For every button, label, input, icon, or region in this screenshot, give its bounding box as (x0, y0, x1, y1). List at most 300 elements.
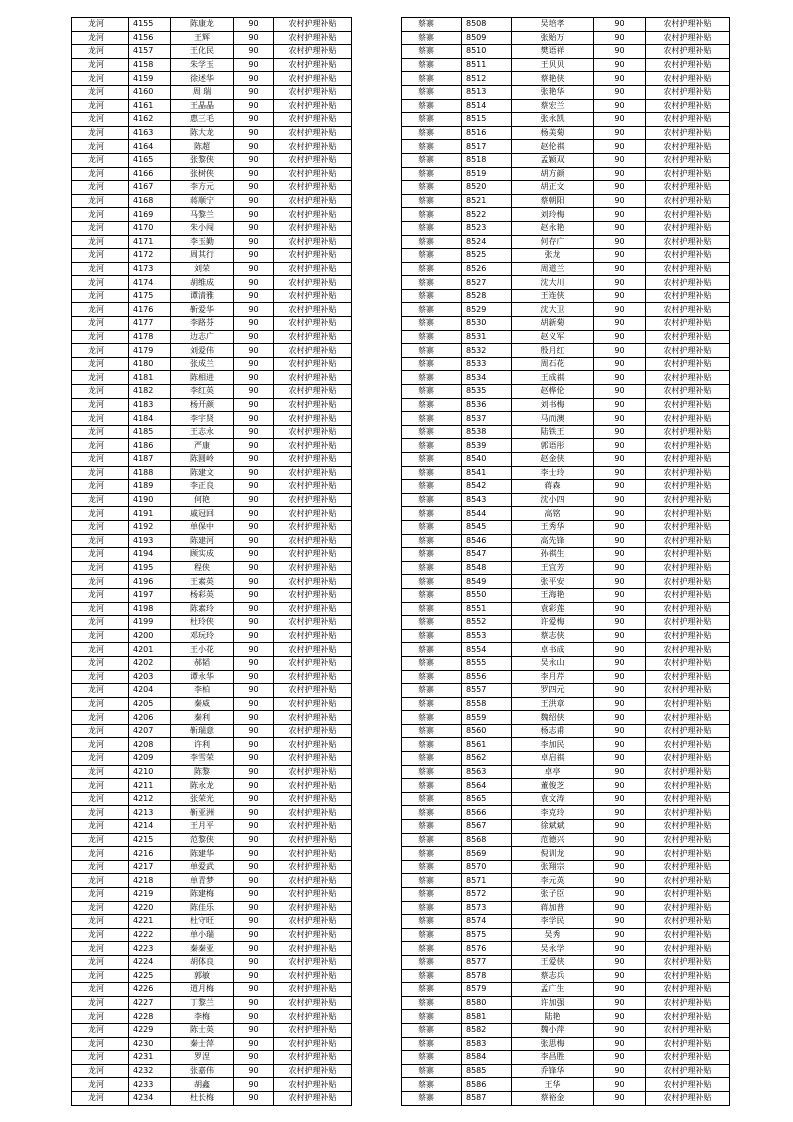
amount-cell: 90 (594, 289, 646, 303)
town-cell: 蔡寨 (402, 344, 462, 358)
table-row (72, 588, 352, 602)
amount-cell: 90 (234, 439, 274, 453)
type-cell: 农村护理补贴 (646, 779, 730, 793)
town-cell: 龙河 (72, 860, 129, 874)
type-cell: 农村护理补贴 (646, 357, 730, 371)
town-cell: 龙河 (72, 629, 129, 643)
type-cell: 农村护理补贴 (646, 874, 730, 888)
type-cell: 农村护理补贴 (274, 208, 352, 222)
table-row (402, 969, 730, 983)
amount-cell: 90 (594, 724, 646, 738)
type-cell: 农村护理补贴 (646, 1051, 730, 1065)
name-cell: 吴永山 (512, 656, 594, 670)
amount-cell: 90 (594, 194, 646, 208)
town-cell: 龙河 (72, 194, 129, 208)
name-cell: 周石花 (512, 357, 594, 371)
amount-cell: 90 (234, 588, 274, 602)
id-cell: 8561 (462, 738, 512, 752)
amount-cell: 90 (594, 1091, 646, 1105)
id-cell: 4215 (129, 833, 171, 847)
town-cell: 龙河 (72, 1023, 129, 1037)
table-row (402, 1037, 730, 1051)
id-cell: 4218 (129, 874, 171, 888)
name-cell: 赵永艳 (512, 221, 594, 235)
id-cell: 8542 (462, 480, 512, 494)
type-cell: 农村护理补贴 (274, 874, 352, 888)
table-row (402, 317, 730, 331)
town-cell: 蔡寨 (402, 303, 462, 317)
amount-cell: 90 (594, 575, 646, 589)
id-cell: 4204 (129, 684, 171, 698)
amount-cell: 90 (594, 371, 646, 385)
id-cell: 4158 (129, 58, 171, 72)
name-cell: 孟颖双 (512, 153, 594, 167)
amount-cell: 90 (594, 765, 646, 779)
type-cell: 农村护理补贴 (274, 670, 352, 684)
type-cell: 农村护理补贴 (646, 588, 730, 602)
roster-table-right (401, 17, 730, 1106)
table-row (72, 643, 352, 657)
table-row (402, 235, 730, 249)
table-row (402, 820, 730, 834)
type-cell: 农村护理补贴 (646, 996, 730, 1010)
table-row (72, 575, 352, 589)
type-cell: 农村护理补贴 (274, 983, 352, 997)
name-cell: 边志广 (171, 330, 234, 344)
town-cell: 龙河 (72, 1037, 129, 1051)
town-cell: 龙河 (72, 126, 129, 140)
town-cell: 龙河 (72, 1010, 129, 1024)
name-cell: 秦士萍 (171, 1037, 234, 1051)
table-row (402, 330, 730, 344)
type-cell: 农村护理补贴 (274, 765, 352, 779)
amount-cell: 90 (234, 548, 274, 562)
town-cell: 蔡寨 (402, 317, 462, 331)
town-cell: 龙河 (72, 969, 129, 983)
amount-cell: 90 (594, 235, 646, 249)
town-cell: 龙河 (72, 235, 129, 249)
name-cell: 袁彩莲 (512, 602, 594, 616)
roster-table-body (72, 18, 352, 1106)
id-cell: 8518 (462, 153, 512, 167)
town-cell: 龙河 (72, 45, 129, 59)
table-row (402, 72, 730, 86)
table-row (72, 371, 352, 385)
amount-cell: 90 (234, 140, 274, 154)
type-cell: 农村护理补贴 (274, 412, 352, 426)
table-row (72, 425, 352, 439)
amount-cell: 90 (234, 629, 274, 643)
id-cell: 4165 (129, 153, 171, 167)
town-cell: 龙河 (72, 602, 129, 616)
id-cell: 4192 (129, 520, 171, 534)
name-cell: 胡新菊 (512, 317, 594, 331)
name-cell: 张贻万 (512, 31, 594, 45)
table-row (72, 344, 352, 358)
amount-cell: 90 (234, 833, 274, 847)
amount-cell: 90 (234, 860, 274, 874)
table-row (402, 942, 730, 956)
name-cell: 张子臣 (512, 888, 594, 902)
type-cell: 农村护理补贴 (274, 643, 352, 657)
table-row (72, 684, 352, 698)
amount-cell: 90 (594, 99, 646, 113)
town-cell: 蔡寨 (402, 398, 462, 412)
type-cell: 农村护理补贴 (274, 942, 352, 956)
town-cell: 蔡寨 (402, 1051, 462, 1065)
id-cell: 8514 (462, 99, 512, 113)
type-cell: 农村护理补贴 (646, 385, 730, 399)
id-cell: 8533 (462, 357, 512, 371)
table-row (72, 697, 352, 711)
table-row (402, 439, 730, 453)
amount-cell: 90 (594, 656, 646, 670)
town-cell: 蔡寨 (402, 72, 462, 86)
town-cell: 蔡寨 (402, 616, 462, 630)
amount-cell: 90 (234, 1078, 274, 1092)
table-row (72, 915, 352, 929)
id-cell: 8517 (462, 140, 512, 154)
name-cell: 刘荣 (171, 262, 234, 276)
table-row (402, 684, 730, 698)
id-cell: 8513 (462, 85, 512, 99)
id-cell: 4156 (129, 31, 171, 45)
name-cell: 李宇贤 (171, 412, 234, 426)
amount-cell: 90 (234, 235, 274, 249)
table-row (402, 1091, 730, 1105)
name-cell: 高铭 (512, 507, 594, 521)
id-cell: 8587 (462, 1091, 512, 1105)
name-cell: 孙祺生 (512, 548, 594, 562)
name-cell: 吴培孝 (512, 18, 594, 32)
amount-cell: 90 (234, 520, 274, 534)
town-cell: 蔡寨 (402, 113, 462, 127)
type-cell: 农村护理补贴 (646, 412, 730, 426)
name-cell: 张龙 (512, 249, 594, 263)
table-row (72, 888, 352, 902)
amount-cell: 90 (594, 548, 646, 562)
type-cell: 农村护理补贴 (646, 303, 730, 317)
amount-cell: 90 (594, 602, 646, 616)
amount-cell: 90 (594, 684, 646, 698)
name-cell: 靳亚洲 (171, 806, 234, 820)
town-cell: 龙河 (72, 752, 129, 766)
id-cell: 8545 (462, 520, 512, 534)
amount-cell: 90 (594, 643, 646, 657)
id-cell: 4185 (129, 425, 171, 439)
town-cell: 蔡寨 (402, 289, 462, 303)
id-cell: 4183 (129, 398, 171, 412)
type-cell: 农村护理补贴 (274, 425, 352, 439)
type-cell: 农村护理补贴 (274, 792, 352, 806)
id-cell: 8538 (462, 425, 512, 439)
id-cell: 4159 (129, 72, 171, 86)
town-cell: 蔡寨 (402, 480, 462, 494)
town-cell: 龙河 (72, 398, 129, 412)
amount-cell: 90 (594, 915, 646, 929)
name-cell: 陈佳乐 (171, 901, 234, 915)
type-cell: 农村护理补贴 (274, 629, 352, 643)
name-cell: 李雪荣 (171, 752, 234, 766)
town-cell: 龙河 (72, 1091, 129, 1105)
table-row (72, 249, 352, 263)
amount-cell: 90 (594, 221, 646, 235)
town-cell: 龙河 (72, 58, 129, 72)
town-cell: 龙河 (72, 493, 129, 507)
name-cell: 李昌胜 (512, 1051, 594, 1065)
amount-cell: 90 (234, 398, 274, 412)
town-cell: 蔡寨 (402, 520, 462, 534)
id-cell: 4175 (129, 289, 171, 303)
type-cell: 农村护理补贴 (274, 697, 352, 711)
name-cell: 李克玲 (512, 806, 594, 820)
id-cell: 4195 (129, 561, 171, 575)
town-cell: 龙河 (72, 820, 129, 834)
town-cell: 蔡寨 (402, 792, 462, 806)
name-cell: 蔡宏兰 (512, 99, 594, 113)
id-cell: 4223 (129, 942, 171, 956)
town-cell: 蔡寨 (402, 507, 462, 521)
table-row (72, 276, 352, 290)
type-cell: 农村护理补贴 (646, 670, 730, 684)
type-cell: 农村护理补贴 (646, 955, 730, 969)
id-cell: 4225 (129, 969, 171, 983)
id-cell: 8566 (462, 806, 512, 820)
id-cell: 4230 (129, 1037, 171, 1051)
table-row (72, 113, 352, 127)
table-row (72, 194, 352, 208)
amount-cell: 90 (594, 113, 646, 127)
table-row (72, 330, 352, 344)
table-row (72, 724, 352, 738)
town-cell: 龙河 (72, 181, 129, 195)
name-cell: 杜长梅 (171, 1091, 234, 1105)
amount-cell: 90 (594, 820, 646, 834)
name-cell: 沈大川 (512, 276, 594, 290)
type-cell: 农村护理补贴 (646, 99, 730, 113)
table-row (402, 670, 730, 684)
table-row (72, 18, 352, 32)
id-cell: 8563 (462, 765, 512, 779)
name-cell: 李红英 (171, 385, 234, 399)
amount-cell: 90 (594, 45, 646, 59)
type-cell: 农村护理补贴 (646, 765, 730, 779)
name-cell: 魏小萍 (512, 1023, 594, 1037)
name-cell: 陈黎 (171, 765, 234, 779)
name-cell: 道月梅 (171, 983, 234, 997)
id-cell: 4180 (129, 357, 171, 371)
table-row (72, 534, 352, 548)
name-cell: 刘玲梅 (512, 208, 594, 222)
town-cell: 龙河 (72, 412, 129, 426)
amount-cell: 90 (234, 317, 274, 331)
town-cell: 蔡寨 (402, 575, 462, 589)
type-cell: 农村护理补贴 (646, 643, 730, 657)
id-cell: 8559 (462, 711, 512, 725)
amount-cell: 90 (594, 85, 646, 99)
name-cell: 董俊芝 (512, 779, 594, 793)
table-row (72, 928, 352, 942)
amount-cell: 90 (594, 561, 646, 575)
type-cell: 农村护理补贴 (646, 480, 730, 494)
table-row (72, 507, 352, 521)
id-cell: 4234 (129, 1091, 171, 1105)
table-row (72, 480, 352, 494)
town-cell: 龙河 (72, 928, 129, 942)
town-cell: 蔡寨 (402, 235, 462, 249)
type-cell: 农村护理补贴 (646, 833, 730, 847)
id-cell: 8551 (462, 602, 512, 616)
amount-cell: 90 (594, 616, 646, 630)
amount-cell: 90 (594, 453, 646, 467)
amount-cell: 90 (234, 724, 274, 738)
type-cell: 农村护理补贴 (646, 616, 730, 630)
amount-cell: 90 (234, 656, 274, 670)
town-cell: 龙河 (72, 276, 129, 290)
amount-cell: 90 (234, 99, 274, 113)
town-cell: 蔡寨 (402, 874, 462, 888)
amount-cell: 90 (594, 520, 646, 534)
type-cell: 农村护理补贴 (646, 235, 730, 249)
town-cell: 龙河 (72, 779, 129, 793)
id-cell: 4169 (129, 208, 171, 222)
town-cell: 蔡寨 (402, 561, 462, 575)
id-cell: 4162 (129, 113, 171, 127)
amount-cell: 90 (234, 194, 274, 208)
town-cell: 蔡寨 (402, 85, 462, 99)
id-cell: 4214 (129, 820, 171, 834)
id-cell: 8565 (462, 792, 512, 806)
town-cell: 蔡寨 (402, 466, 462, 480)
amount-cell: 90 (234, 955, 274, 969)
name-cell: 王爱侠 (512, 955, 594, 969)
table-row (72, 548, 352, 562)
type-cell: 农村护理补贴 (646, 602, 730, 616)
name-cell: 秦利 (171, 711, 234, 725)
id-cell: 8549 (462, 575, 512, 589)
name-cell: 李月芹 (512, 670, 594, 684)
id-cell: 4157 (129, 45, 171, 59)
amount-cell: 90 (594, 792, 646, 806)
table-row (72, 31, 352, 45)
table-row (72, 833, 352, 847)
id-cell: 4193 (129, 534, 171, 548)
town-cell: 蔡寨 (402, 670, 462, 684)
table-row (72, 466, 352, 480)
amount-cell: 90 (594, 317, 646, 331)
name-cell: 殷月红 (512, 344, 594, 358)
type-cell: 农村护理补贴 (646, 181, 730, 195)
table-row (72, 153, 352, 167)
type-cell: 农村护理补贴 (274, 738, 352, 752)
amount-cell: 90 (234, 643, 274, 657)
town-cell: 龙河 (72, 955, 129, 969)
town-cell: 龙河 (72, 724, 129, 738)
type-cell: 农村护理补贴 (646, 1064, 730, 1078)
table-row (402, 996, 730, 1010)
name-cell: 丁黎兰 (171, 996, 234, 1010)
town-cell: 蔡寨 (402, 860, 462, 874)
town-cell: 蔡寨 (402, 371, 462, 385)
town-cell: 龙河 (72, 371, 129, 385)
name-cell: 王晶晶 (171, 99, 234, 113)
type-cell: 农村护理补贴 (274, 289, 352, 303)
type-cell: 农村护理补贴 (646, 85, 730, 99)
id-cell: 8552 (462, 616, 512, 630)
table-row (402, 289, 730, 303)
id-cell: 4221 (129, 915, 171, 929)
name-cell: 赵桦伦 (512, 385, 594, 399)
town-cell: 蔡寨 (402, 194, 462, 208)
amount-cell: 90 (234, 344, 274, 358)
id-cell: 4155 (129, 18, 171, 32)
name-cell: 靳瑞意 (171, 724, 234, 738)
id-cell: 4207 (129, 724, 171, 738)
name-cell: 杨彩英 (171, 588, 234, 602)
type-cell: 农村护理补贴 (274, 724, 352, 738)
table-row (402, 520, 730, 534)
amount-cell: 90 (234, 1091, 274, 1105)
amount-cell: 90 (594, 806, 646, 820)
table-row (72, 738, 352, 752)
amount-cell: 90 (234, 888, 274, 902)
type-cell: 农村护理补贴 (646, 860, 730, 874)
id-cell: 8584 (462, 1051, 512, 1065)
type-cell: 农村护理补贴 (274, 901, 352, 915)
table-row (72, 208, 352, 222)
amount-cell: 90 (234, 126, 274, 140)
table-row (402, 99, 730, 113)
town-cell: 蔡寨 (402, 181, 462, 195)
town-cell: 蔡寨 (402, 208, 462, 222)
town-cell: 蔡寨 (402, 1023, 462, 1037)
name-cell: 高先锋 (512, 534, 594, 548)
amount-cell: 90 (594, 72, 646, 86)
town-cell: 蔡寨 (402, 18, 462, 32)
type-cell: 农村护理补贴 (646, 847, 730, 861)
name-cell: 罗四元 (512, 684, 594, 698)
amount-cell: 90 (234, 330, 274, 344)
table-row (402, 656, 730, 670)
id-cell: 8543 (462, 493, 512, 507)
amount-cell: 90 (594, 955, 646, 969)
id-cell: 4224 (129, 955, 171, 969)
town-cell: 龙河 (72, 915, 129, 929)
town-cell: 蔡寨 (402, 806, 462, 820)
type-cell: 农村护理补贴 (274, 439, 352, 453)
name-cell: 王贝贝 (512, 58, 594, 72)
name-cell: 吴永学 (512, 942, 594, 956)
amount-cell: 90 (594, 983, 646, 997)
type-cell: 农村护理补贴 (274, 1051, 352, 1065)
amount-cell: 90 (594, 466, 646, 480)
table-row (402, 534, 730, 548)
table-row (402, 955, 730, 969)
amount-cell: 90 (594, 779, 646, 793)
town-cell: 蔡寨 (402, 697, 462, 711)
town-cell: 蔡寨 (402, 534, 462, 548)
amount-cell: 90 (594, 697, 646, 711)
town-cell: 蔡寨 (402, 31, 462, 45)
id-cell: 8528 (462, 289, 512, 303)
amount-cell: 90 (594, 480, 646, 494)
id-cell: 4166 (129, 167, 171, 181)
amount-cell: 90 (234, 534, 274, 548)
amount-cell: 90 (234, 249, 274, 263)
type-cell: 农村护理补贴 (646, 1037, 730, 1051)
amount-cell: 90 (234, 289, 274, 303)
amount-cell: 90 (234, 58, 274, 72)
